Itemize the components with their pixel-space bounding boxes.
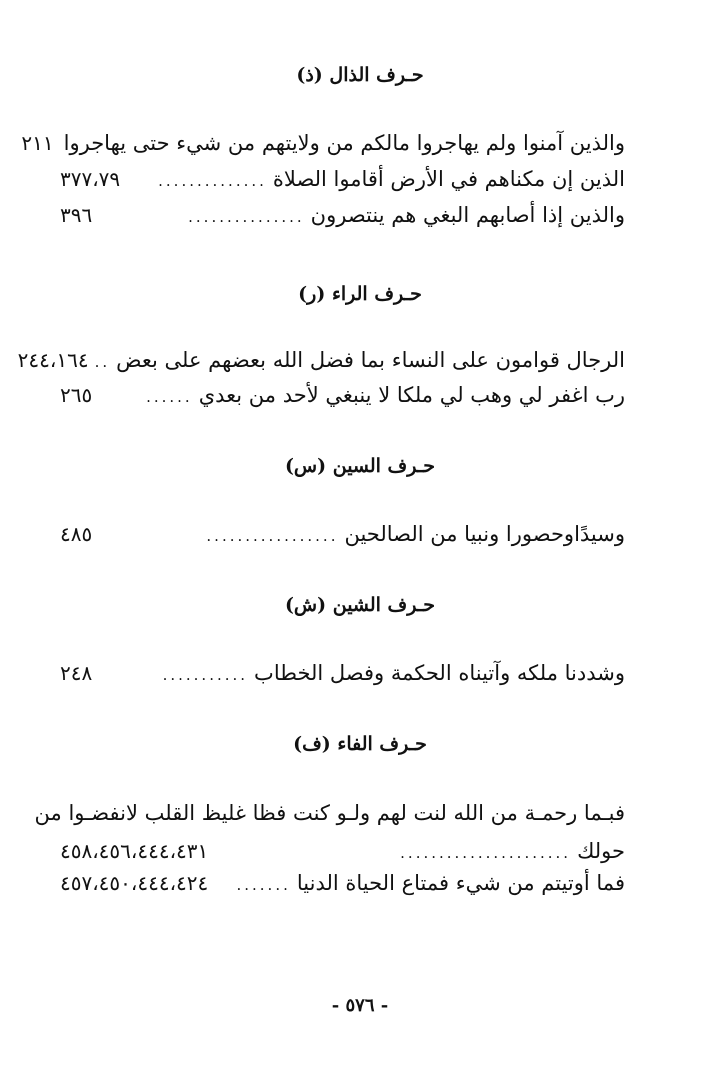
verse-text: وسيدًاوحصورا ونبيا من الصالحين <box>344 522 625 546</box>
page-references: ٢٤٨ <box>60 661 93 685</box>
index-entry <box>60 517 625 551</box>
verse-text: الذين إن مكناهم في الأرض أقاموا الصلاة <box>272 167 625 191</box>
verse-text: والذين إذا أصابهم البغي هم ينتصرون <box>310 203 625 227</box>
index-entry <box>60 656 625 690</box>
verse-text: وشددنا ملكه وآتيناه الحكمة وفصل الخطاب <box>254 661 625 685</box>
verse-text: رب اغفر لي وهب لي ملكا لا ينبغي لأحد من بعدي <box>198 383 625 407</box>
section-heading-dhal: حـرف الذال (ذ) <box>296 64 424 86</box>
dot-leader: .. <box>94 353 111 371</box>
page-references: ٤٥٧،٤٥٠،٤٤٤،٤٢٤ <box>60 871 209 895</box>
page-references: ٢٤٤،١٦٤ <box>17 348 89 372</box>
dot-leader: ............... <box>188 208 305 226</box>
page-references: ٤٨٥ <box>60 522 93 546</box>
verse-text: والذين آمنوا ولم يهاجروا مالكم من ولايتهم من شيء حتى يهاجروا <box>63 131 625 155</box>
page-references: ٢٦٥ <box>60 383 93 407</box>
index-entry <box>60 378 625 412</box>
page-references: ٣٩٦ <box>60 203 93 227</box>
index-entry <box>17 343 625 377</box>
verse-text: فما أوتيتم من شيء فمتاع الحياة الدنيا <box>296 871 625 895</box>
page-number: - ٥٧٦ - <box>331 995 389 1016</box>
verse-text: حولك <box>577 839 625 863</box>
page-references: ٣٧٧،٧٩ <box>60 167 121 191</box>
index-entry <box>21 126 625 160</box>
section-heading-fa: حـرف الفاء (ف) <box>293 733 427 755</box>
dot-leader: ...................... <box>400 844 572 862</box>
index-entry <box>60 834 625 868</box>
verse-text-line: فبـما رحمـة من الله لنت لهم ولـو كنت فظا غليظ القلب لانفضـوا من <box>34 801 625 825</box>
page-references: ٢١١ <box>21 131 54 155</box>
index-entry <box>60 162 625 196</box>
section-heading-sin: حـرف السين (س) <box>284 455 436 477</box>
verse-text: الرجال قوامون على النساء بما فضل الله بعضهم على بعض <box>116 348 625 372</box>
dot-leader: ....... <box>236 876 291 894</box>
page-references: ٤٥٨،٤٥٦،٤٤٤،٤٣١ <box>60 839 209 863</box>
dot-leader: ........... <box>162 666 249 684</box>
index-entry <box>60 198 625 232</box>
dot-leader: ...... <box>146 388 193 406</box>
section-heading-shin: حـرف الشين (ش) <box>284 594 436 616</box>
section-heading-ra: حـرف الراء (ر) <box>298 283 422 305</box>
index-entry <box>60 866 625 900</box>
dot-leader: .............. <box>158 172 267 190</box>
dot-leader: ................. <box>206 527 339 545</box>
